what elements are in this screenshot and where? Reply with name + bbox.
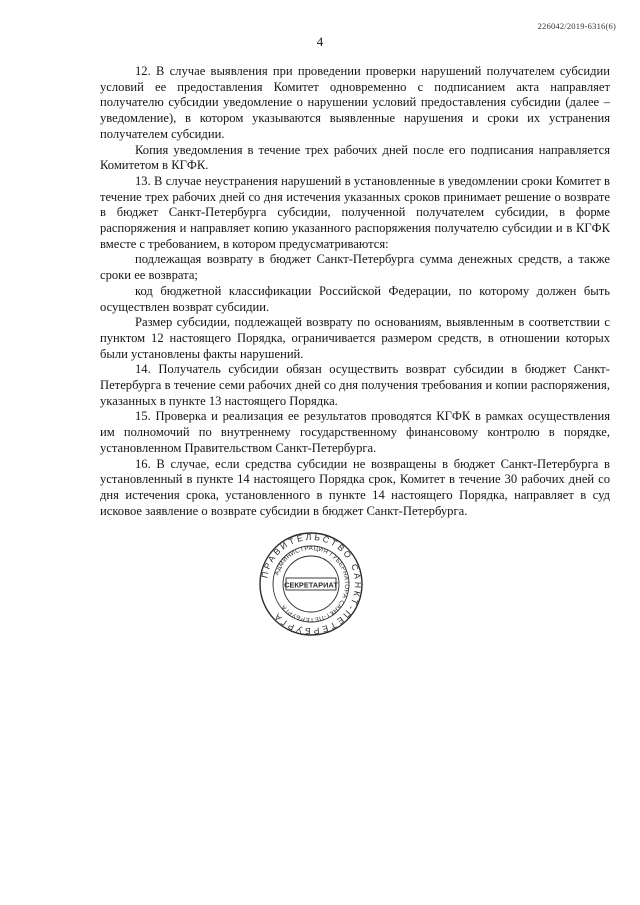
document-number: 226042/2019-6316(6) (537, 21, 616, 31)
page-number: 4 (316, 34, 324, 49)
official-stamp (258, 531, 364, 637)
stamp-center-text: СЕКРЕТАРИАТ (284, 580, 338, 590)
paragraph-13-size: Размер субсидии, подлежащей возврату по основаниям, выявленным в соответствии с пунктом 12 настоящего Порядка, ограничивается размером средств, в отношении которых были установлены факты нарушений. (100, 315, 610, 361)
paragraph-12: 12. В случае выявления при проведении проверки нарушений получателем субсидии условий ее предоставления Комитет одновременно с подписанием акта направляет получателю субсидии уведомление о нарушении условий предоставления субсидии (далее – уведомление), в котором указываются выявленные нарушения и сроки их устранения получателем субсидии. (100, 64, 610, 141)
paragraph-13: 13. В случае неустранения нарушений в установленные в уведомлении сроки Комитет в течение трех рабочих дней со дня истечения указанных сроков принимает решение о возврате в бюджет Санкт-Петербурга субсидии, полученной получателем субсидии, в форме распоряжения и направляет копию указанного распоряжения получателю субсидии и в КГФК вместе с требованием, в котором предусматриваются: (100, 173, 610, 251)
paragraph-16: 16. В случае, если средства субсидии не возвращены в бюджет Санкт-Петербурга в установленный в пункте 14 настоящего Порядка срок, Комитет в течение 30 рабочих дней со дня истечения срока, установленного в пункте 14 настоящего Порядка, направляет в суд исковое заявление о возврате субсидии в бюджет Санкт-Петербурга. (100, 456, 610, 518)
stamp-svg (258, 531, 364, 637)
paragraph-12-copy: Копия уведомления в течение трех рабочих дней после его подписания направляется Комитетом в КГФК. (100, 142, 610, 173)
stamp-outer-text: ПРАВИТЕЛЬСТВО САНКТ-ПЕТЕРБУРГА (259, 531, 364, 637)
document-body (100, 64, 610, 519)
stamp-inner-text: АДМИНИСТРАЦИЯ ГУБЕРНАТОРА САНКТ-ПЕТЕРБУРГА (273, 544, 351, 624)
paragraph-15: 15. Проверка и реализация ее результатов проводятся КГФК в рамках осуществления им полномочий по внутреннему государственному финансовому контролю в порядке, установленном Правительством Санкт-Петербурга. (100, 409, 610, 455)
paragraph-14: 14. Получатель субсидии обязан осуществить возврат субсидии в бюджет Санкт-Петербурга в течение семи рабочих дней со дня получения требования и копии распоряжения, указанных в пункте 13 настоящего Порядка. (100, 362, 610, 408)
paragraph-13-item-amount: подлежащая возврату в бюджет Санкт-Петербурга сумма денежных средств, а также сроки ее возврата; (100, 252, 610, 283)
paragraph-13-item-code: код бюджетной классификации Российской Федерации, по которому должен быть осуществлен возврат субсидии. (100, 283, 610, 314)
